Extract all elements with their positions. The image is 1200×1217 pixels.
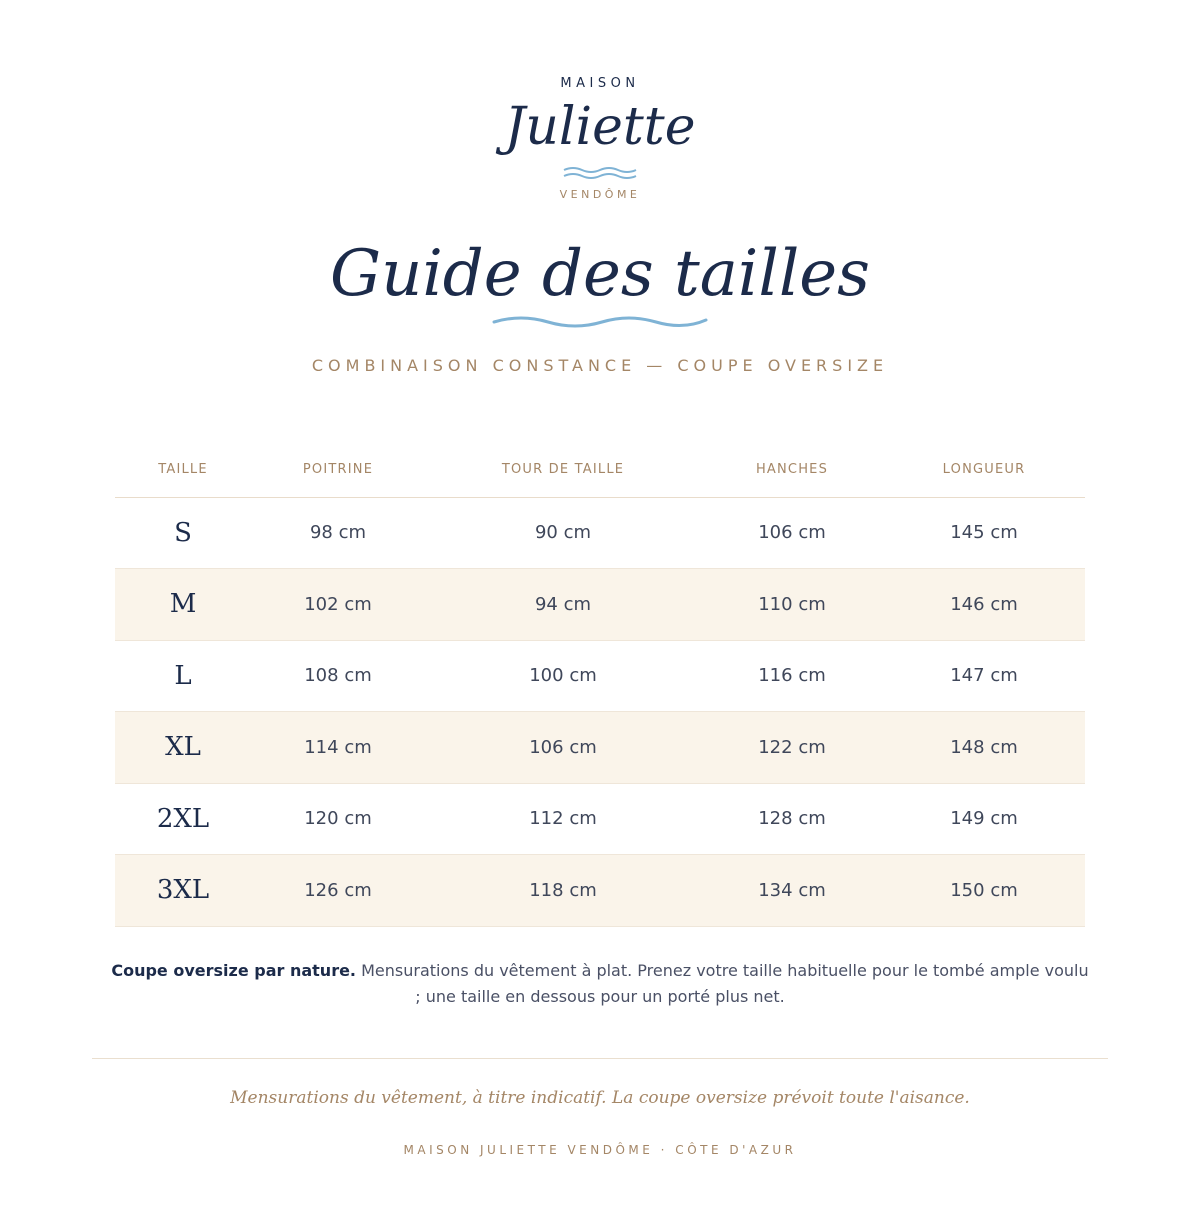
hanches-value: 128 cm bbox=[701, 783, 883, 855]
table-row bbox=[115, 640, 1085, 712]
hanches-value: 110 cm bbox=[701, 569, 883, 641]
hanches-value: 122 cm bbox=[701, 712, 883, 784]
fit-note-text: Mensurations du vêtement à plat. Prenez votre taille habituelle pour le tombé ample voulu ; une taille en dessous pour un porté plus net. bbox=[356, 961, 1089, 1006]
page-title: Guide des tailles bbox=[329, 237, 871, 311]
brand-wave-icon bbox=[562, 166, 638, 180]
longueur-value: 147 cm bbox=[883, 640, 1085, 712]
header-longueur: LONGUEUR bbox=[883, 442, 1085, 497]
table-row bbox=[115, 855, 1085, 927]
poitrine-value: 98 cm bbox=[251, 497, 425, 569]
brand-top: MAISON bbox=[560, 76, 640, 91]
poitrine-value: 114 cm bbox=[251, 712, 425, 784]
size-label: XL bbox=[115, 712, 251, 784]
table-row bbox=[115, 569, 1085, 641]
hanches-value: 106 cm bbox=[701, 497, 883, 569]
hanches-value: 134 cm bbox=[701, 855, 883, 927]
fit-note bbox=[110, 958, 1090, 1010]
table-header-row bbox=[115, 442, 1085, 497]
tour-de-taille-value: 94 cm bbox=[425, 569, 701, 641]
table-row bbox=[115, 497, 1085, 569]
size-label: S bbox=[115, 497, 251, 569]
footer-brand: MAISON JULIETTE VENDÔME · CÔTE D'AZUR bbox=[403, 1143, 797, 1157]
poitrine-value: 120 cm bbox=[251, 783, 425, 855]
tour-de-taille-value: 112 cm bbox=[425, 783, 701, 855]
table-row bbox=[115, 712, 1085, 784]
poitrine-value: 126 cm bbox=[251, 855, 425, 927]
longueur-value: 145 cm bbox=[883, 497, 1085, 569]
fit-note-strong: Coupe oversize par nature. bbox=[111, 961, 357, 980]
title-wave-icon bbox=[492, 314, 708, 330]
size-label: L bbox=[115, 640, 251, 712]
brand-logo-name: Juliette bbox=[504, 97, 696, 157]
longueur-value: 149 cm bbox=[883, 783, 1085, 855]
poitrine-value: 102 cm bbox=[251, 569, 425, 641]
longueur-value: 150 cm bbox=[883, 855, 1085, 927]
brand-bottom: VENDÔME bbox=[559, 188, 641, 201]
footer-divider bbox=[92, 1058, 1108, 1059]
page-subtitle: COMBINAISON CONSTANCE — COUPE OVERSIZE bbox=[311, 356, 889, 375]
tour-de-taille-value: 106 cm bbox=[425, 712, 701, 784]
hanches-value: 116 cm bbox=[701, 640, 883, 712]
size-label: 2XL bbox=[115, 783, 251, 855]
poitrine-value: 108 cm bbox=[251, 640, 425, 712]
tour-de-taille-value: 118 cm bbox=[425, 855, 701, 927]
header-tour-de-taille: TOUR DE TAILLE bbox=[425, 442, 701, 497]
tour-de-taille-value: 90 cm bbox=[425, 497, 701, 569]
size-table bbox=[115, 442, 1085, 927]
size-label: 3XL bbox=[115, 855, 251, 927]
table-row bbox=[115, 783, 1085, 855]
size-label: M bbox=[115, 569, 251, 641]
tour-de-taille-value: 100 cm bbox=[425, 640, 701, 712]
header-hanches: HANCHES bbox=[701, 442, 883, 497]
header-poitrine: POITRINE bbox=[251, 442, 425, 497]
longueur-value: 146 cm bbox=[883, 569, 1085, 641]
header-taille: TAILLE bbox=[115, 442, 251, 497]
footer-quote: Mensurations du vêtement, à titre indicatif. La coupe oversize prévoit toute l'aisance. bbox=[230, 1088, 970, 1108]
longueur-value: 148 cm bbox=[883, 712, 1085, 784]
